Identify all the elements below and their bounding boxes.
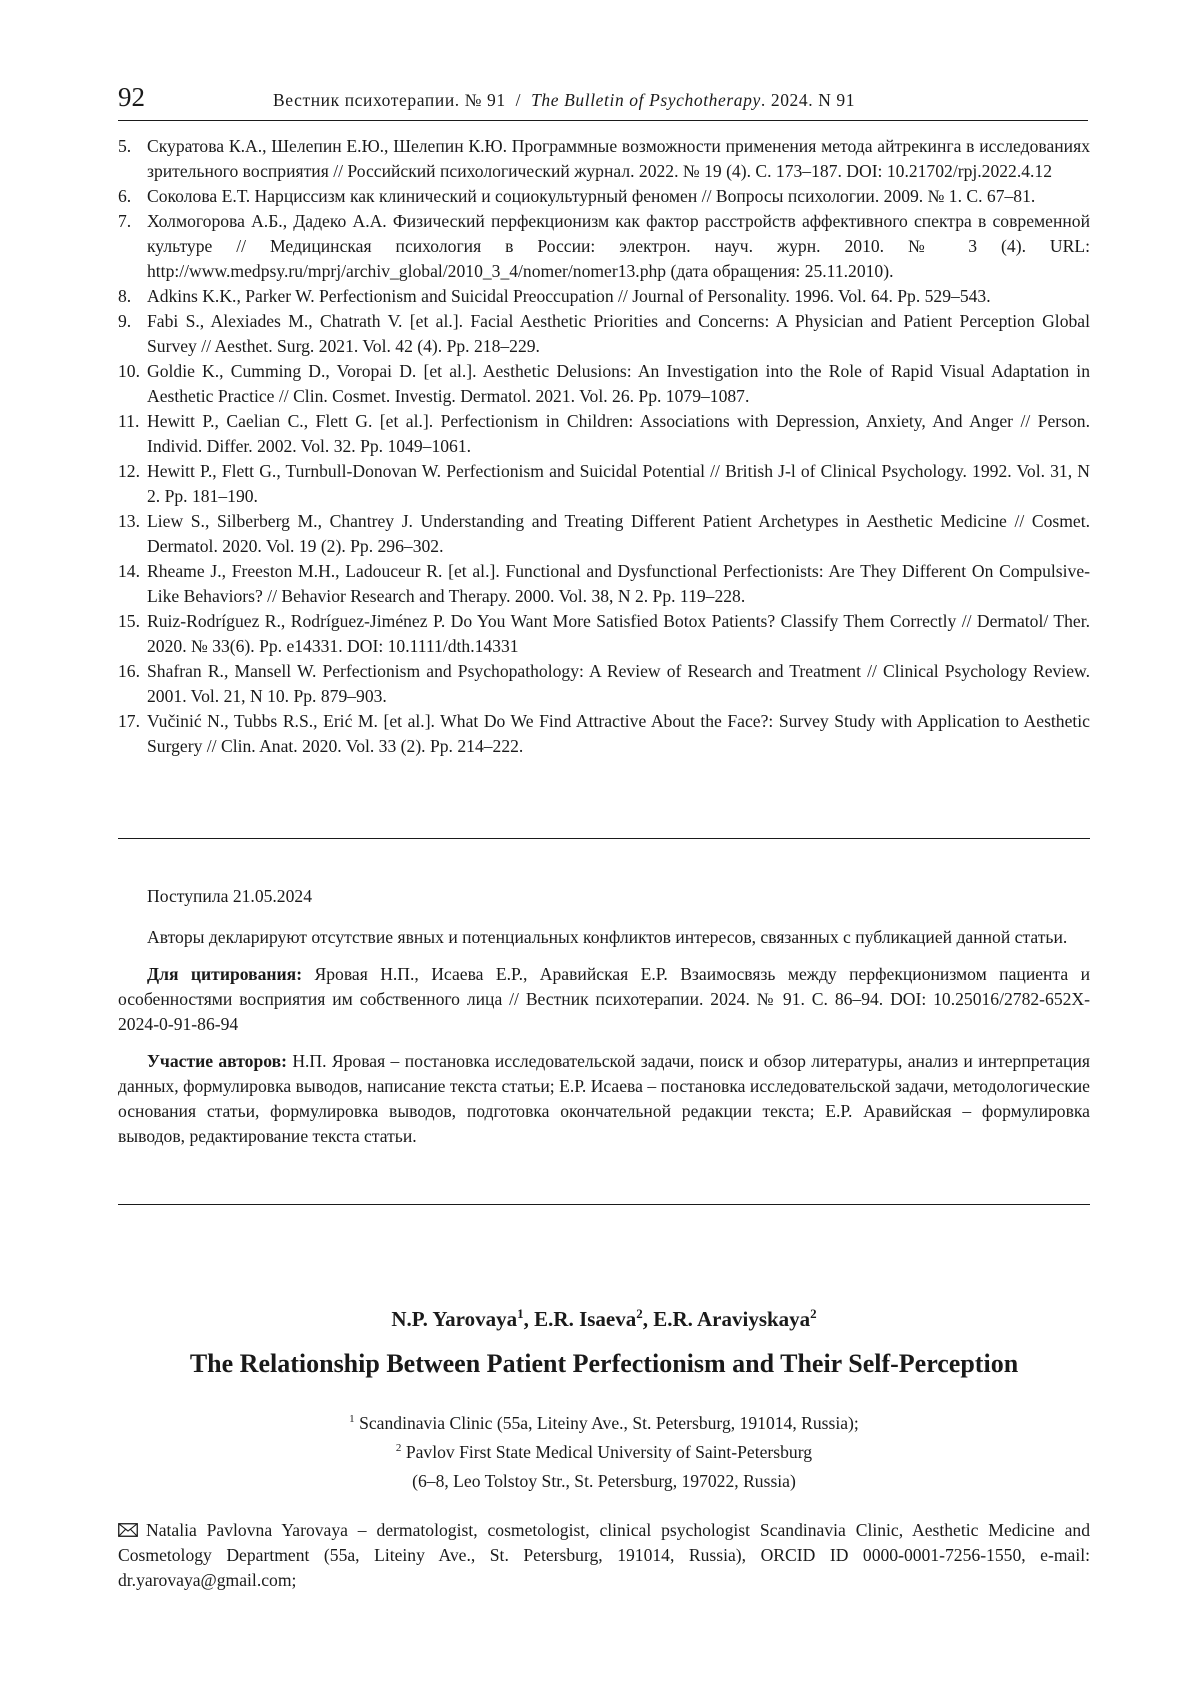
english-abstract-header xyxy=(118,1300,1090,1593)
reference-text: Vučinić N., Tubbs R.S., Erić M. [et al.]. What Do We Find Attractive About the Face?: Survey Study with Application to Aesthetic Surgery // Clin. Anat. 2020. Vol. 33 (2). Pp. 214–222. xyxy=(147,711,1090,756)
author-name: E.R. Isaeva xyxy=(534,1307,637,1331)
article-meta xyxy=(118,884,1090,1161)
title-separator: / xyxy=(515,90,522,110)
reference-item xyxy=(118,709,1090,759)
reference-number: 17. xyxy=(118,711,140,731)
reference-number: 16. xyxy=(118,661,140,681)
affiliation-text: Pavlov First State Medical University of Saint-Petersburg xyxy=(401,1441,813,1462)
reference-number: 8. xyxy=(118,286,132,306)
page-number: 92 xyxy=(118,82,145,112)
running-header xyxy=(118,80,1088,121)
affiliation-mark: 1 xyxy=(349,1413,355,1425)
citation-text: Яровая Н.П., Исаева Е.Р., Аравийская Е.Р. Взаимосвязь между перфекционизмом пациента и особенностями восприятия им собственного лица // Вестник психотерапии. 2024. № 91. С. 86–94. DOI: 10.25016/2782-652X-2024-0-91-86-94 xyxy=(118,964,1090,1034)
divider-top xyxy=(118,838,1090,839)
article-title: The Relationship Between Patient Perfectionism and Their Self-Perception xyxy=(189,1349,1019,1378)
reference-item xyxy=(118,284,1090,309)
author-separator: , xyxy=(523,1307,535,1331)
reference-number: 12. xyxy=(118,461,140,481)
reference-text: Ruiz-Rodríguez R., Rodríguez-Jiménez P. Do You Want More Satisfied Botox Patients? Classify Them Correctly // Dermatol/ Ther. 2020. № 33(6). Pp. e14331. DOI: 10.1111/dth.14331 xyxy=(147,611,1090,656)
reference-item xyxy=(118,359,1090,409)
affiliation-text: Scandinavia Clinic (55a, Liteiny Ave., St. Petersburg, 191014, Russia); xyxy=(354,1412,859,1433)
divider-bottom xyxy=(118,1204,1090,1205)
author-name: N.P. Yarovaya xyxy=(391,1307,518,1331)
contribution-block xyxy=(118,1049,1090,1149)
affiliation-line xyxy=(118,1436,1090,1465)
reference-text: Fabi S., Alexiades M., Chatrath V. [et al.]. Facial Aesthetic Priorities and Concerns: A Physician and Patient Perception Global Survey // Aesthet. Surg. 2021. Vol. 42 (4). Pp. 218–229. xyxy=(147,311,1090,356)
citation-label: Для цитирования: xyxy=(147,964,303,984)
affiliation-text: (6–8, Leo Tolstoy Str., St. Petersburg, 197022, Russia) xyxy=(412,1470,796,1491)
reference-number: 5. xyxy=(118,136,132,156)
journal-title-en: The Bulletin of Psychotherapy xyxy=(531,90,761,110)
reference-list xyxy=(118,134,1090,759)
contribution-text: Н.П. Яровая – постановка исследовательской задачи, поиск и обзор литературы, анализ и интерпретация данных, формулировка выводов, написание текста статьи; Е.Р. Исаева – постановка исследовательской задачи, методологические основания статьи, формулировка выводов, подготовка окончательной редакции текста; Е.Р. Аравийская – формулировка выводов, редактирование текста статьи. xyxy=(118,1051,1090,1146)
reference-item xyxy=(118,184,1090,209)
contribution-label: Участие авторов: xyxy=(147,1051,287,1071)
reference-number: 7. xyxy=(118,211,132,231)
citation-block xyxy=(118,962,1090,1037)
reference-text: Соколова Е.Т. Нарциссизм как клинический и социокультурный феномен // Вопросы психологии. 2009. № 1. С. 67–81. xyxy=(147,186,1036,206)
reference-item xyxy=(118,559,1090,609)
author-affiliation-mark: 2 xyxy=(810,1306,817,1321)
conflict-statement: Авторы декларируют отсутствие явных и потенциальных конфликтов интересов, связанных с публикацией данной статьи. xyxy=(147,927,1068,947)
reference-number: 14. xyxy=(118,561,140,581)
affiliation-mark: 2 xyxy=(395,1441,402,1454)
reference-item xyxy=(118,209,1090,284)
affiliation-line xyxy=(118,1407,1090,1436)
reference-text: Shafran R., Mansell W. Perfectionism and Psychopathology: A Review of Research and Treatment // Clinical Psychology Review. 2001. Vol. 21, N 10. Pp. 879–903. xyxy=(147,661,1090,706)
affiliations xyxy=(118,1407,1090,1494)
journal-running-title xyxy=(273,90,855,111)
reference-number: 15. xyxy=(118,611,140,631)
reference-item xyxy=(118,459,1090,509)
reference-text: Hewitt P., Flett G., Turnbull-Donovan W. Perfectionism and Suicidal Potential // British J-l of Clinical Psychology. 1992. Vol. 31, N 2. Pp. 181–190. xyxy=(147,461,1090,506)
reference-number: 13. xyxy=(118,511,140,531)
author-line xyxy=(118,1300,1090,1333)
reference-number: 6. xyxy=(118,186,132,206)
reference-text: Liew S., Silberberg M., Chantrey J. Understanding and Treating Different Patient Archetypes in Aesthetic Medicine // Cosmet. Dermatol. 2020. Vol. 19 (2). Pp. 296–302. xyxy=(147,511,1090,556)
author-affiliation-mark: 1 xyxy=(517,1306,524,1321)
author-separator: , xyxy=(642,1307,654,1331)
reference-item xyxy=(118,509,1090,559)
reference-text: Скуратова К.А., Шелепин Е.Ю., Шелепин К.Ю. Программные возможности применения метода айтрекинга в исследованиях зрительного восприятия // Российский психологический журнал. 2022. № 19 (4). С. 173–187. DOI: 10.21702/rpj.2022.4.12 xyxy=(147,136,1090,181)
reference-number: 10. xyxy=(118,361,140,381)
reference-text: Goldie K., Cumming D., Voropai D. [et al.]. Aesthetic Delusions: An Investigation into the Role of Rapid Visual Adaptation in Aesthetic Practice // Clin. Cosmet. Investig. Dermatol. 2021. Vol. 26. Pp. 1079–1087. xyxy=(147,361,1090,406)
reference-text: Hewitt P., Caelian C., Flett G. [et al.]. Perfectionism in Children: Associations with Depression, Anxiety, And Anger // Person. Individ. Differ. 2002. Vol. 32. Pp. 1049–1061. xyxy=(147,411,1090,456)
reference-number: 9. xyxy=(118,311,132,331)
envelope-icon xyxy=(118,1523,138,1537)
reference-item xyxy=(118,134,1090,184)
reference-number: 11. xyxy=(118,411,140,431)
reference-item xyxy=(118,309,1090,359)
journal-issue: . 2024. N 91 xyxy=(760,90,856,110)
author-affiliation-mark: 2 xyxy=(636,1306,643,1321)
received-date: Поступила 21.05.2024 xyxy=(147,886,312,906)
reference-item xyxy=(118,659,1090,709)
corresponding-author xyxy=(118,1518,1090,1593)
affiliation-line xyxy=(118,1465,1090,1494)
reference-text: Adkins K.K., Parker W. Perfectionism and Suicidal Preoccupation // Journal of Personality. 1996. Vol. 64. Pp. 529–543. xyxy=(147,286,991,306)
author-name: E.R. Araviyskaya xyxy=(653,1307,811,1331)
reference-text: Холмогорова А.Б., Дадеко А.А. Физический перфекционизм как фактор расстройств аффективного спектра в современной культуре // Медицинская психология в России: электрон. науч. журн. 2010. № 3 (4). URL: http://www.medpsy.ru/mprj/archiv_global/2010_3_4/nomer/nomer13.php (дата обращения: 25.11.2010). xyxy=(147,211,1090,281)
reference-item xyxy=(118,409,1090,459)
reference-text: Rheame J., Freeston M.H., Ladouceur R. [et al.]. Functional and Dysfunctional Perfectionists: Are They Different On Compulsive-Like Behaviors? // Behavior Research and Therapy. 2000. Vol. 38, N 2. Pp. 119–228. xyxy=(147,561,1090,606)
journal-title-ru: Вестник психотерапии. № 91 xyxy=(273,90,506,110)
contact-text: Natalia Pavlovna Yarovaya – dermatologist, cosmetologist, clinical psychologist Scandinavia Clinic, Aesthetic Medicine and Cosmetology Department (55a, Liteiny Ave., St. Petersburg, 191014, Russia), ORCID ID 0000-0001-7256-1550, e-mail: dr.yarovaya@gmail.com; xyxy=(118,1519,1090,1590)
reference-item xyxy=(118,609,1090,659)
